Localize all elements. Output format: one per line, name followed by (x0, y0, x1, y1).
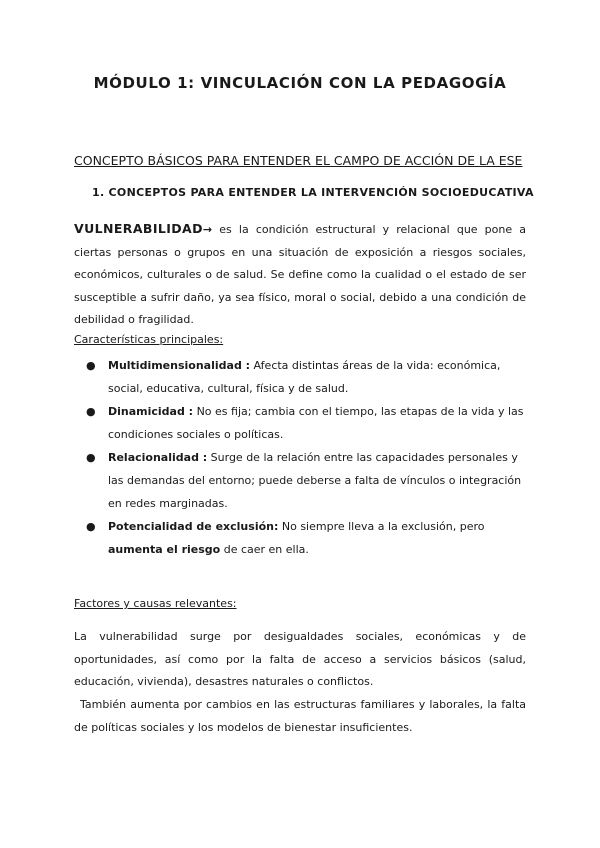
definition-term: VULNERABILIDAD (74, 221, 203, 236)
definition-paragraph (74, 218, 526, 332)
item-tail: de caer en ella. (220, 543, 309, 556)
characteristics-list (86, 354, 528, 561)
bullet-icon: ● (86, 405, 96, 418)
arrow-icon: → (202, 223, 213, 236)
list-item (86, 446, 528, 515)
item-text: No siempre lleva a la exclusión, pero (278, 520, 485, 533)
factors-label: Factores y causas relevantes: (74, 597, 237, 610)
list-item (86, 400, 528, 446)
item-term: Potencialidad de exclusión: (108, 520, 279, 533)
factors-paragraph-1: La vulnerabilidad surge por desigualdades sociales, económicas y de oportunidades, así como por la falta de acceso a servicios básicos (salud, educación, vivienda), desastres naturales o conflictos. (74, 630, 526, 688)
factors-paragraph-2: También aumenta por cambios en las estructuras familiares y laborales, la falta de políticas sociales y los modelos de bienestar insuficientes. (74, 698, 526, 734)
item-text: Afecta distintas áreas de la vida: económica, social, educativa, cultural, física y de salud. (108, 359, 501, 395)
bullet-icon: ● (86, 520, 96, 533)
characteristics-label: Características principales: (74, 333, 224, 346)
section-heading: CONCEPTO BÁSICOS PARA ENTENDER EL CAMPO DE ACCIÓN DE LA ESE (74, 153, 523, 168)
list-item (86, 354, 528, 400)
bullet-icon: ● (86, 359, 96, 372)
item-emphasis: aumenta el riesgo (108, 543, 221, 556)
item-term: Relacionalidad : (108, 451, 208, 464)
list-item (86, 515, 528, 561)
item-text: Surge de la relación entre las capacidades personales y las demandas del entorno; puede deberse a falta de vínculos o integración en redes marginadas. (108, 451, 522, 510)
bullet-icon: ● (86, 451, 96, 464)
item-text: No es fija; cambia con el tiempo, las etapas de la vida y las condiciones sociales o políticas. (108, 405, 524, 441)
page-title: MÓDULO 1: VINCULACIÓN CON LA PEDAGOGÍA (93, 74, 507, 92)
item-term: Multidimensionalidad : (108, 359, 251, 372)
subheading: 1. CONCEPTOS PARA ENTENDER LA INTERVENCIÓN SOCIOEDUCATIVA (92, 186, 534, 199)
definition-text: es la condición estructural y relacional que pone a ciertas personas o grupos en una situación de exposición a riesgos sociales, económicos, culturales o de salud. Se define como la cualidad o el estado de ser susceptible a sufrir daño, ya sea físico, moral o social, debido a una condición de debilidad o fragilidad. (74, 223, 526, 326)
item-term: Dinamicidad : (108, 405, 194, 418)
